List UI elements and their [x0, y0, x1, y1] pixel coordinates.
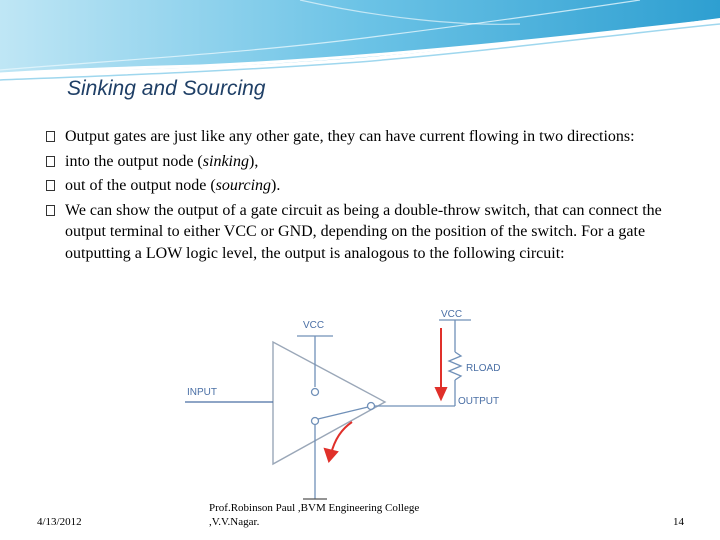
- bullet-item: [46, 175, 686, 197]
- bullet-text: We can show the output of a gate circuit as being a double-throw switch, that can connect the output terminal to either VCC or GND, depending on the position of the switch. For a gate outputting a LOW logic level, the output is analogous to the following circuit:: [65, 201, 662, 262]
- bullet-emphasis: sinking: [202, 152, 249, 170]
- rload-label: RLOAD: [466, 363, 501, 374]
- sinking-circuit-diagram: [185, 304, 510, 504]
- bullet-emphasis: sourcing: [215, 177, 272, 194]
- footer-date: 4/13/2012: [37, 516, 82, 528]
- bullet-marker-icon: [46, 205, 55, 216]
- bullet-item: [46, 200, 686, 265]
- slide-title: Sinking and Sourcing: [67, 77, 266, 100]
- output-label: OUTPUT: [458, 396, 500, 407]
- footer-author-line2: ,V.V.Nagar.: [209, 516, 260, 528]
- bullet-text-pre: into the output node (: [65, 152, 203, 170]
- input-label: INPUT: [187, 387, 217, 398]
- bullet-item: [46, 126, 686, 148]
- bullet-marker-icon: [46, 131, 55, 142]
- bullet-text: Output gates are just like any other gate, they can have current flowing in two directions:: [65, 128, 635, 145]
- bullet-text-post: ),: [248, 152, 259, 170]
- footer-author: [209, 501, 469, 529]
- bullet-marker-icon: [46, 156, 55, 167]
- footer-page-number: 14: [673, 516, 684, 528]
- footer-author-line1: Prof.Robinson Paul ,BVM Engineering College: [209, 502, 420, 514]
- bullet-marker-icon: [46, 180, 55, 191]
- bullet-text-post: ).: [271, 177, 281, 194]
- vcc-right-label: VCC: [441, 309, 463, 320]
- vcc-left-label: VCC: [303, 320, 325, 331]
- bullet-list: [46, 126, 686, 264]
- bullet-text-pre: out of the output node (: [65, 177, 216, 194]
- bullet-item: [46, 151, 686, 173]
